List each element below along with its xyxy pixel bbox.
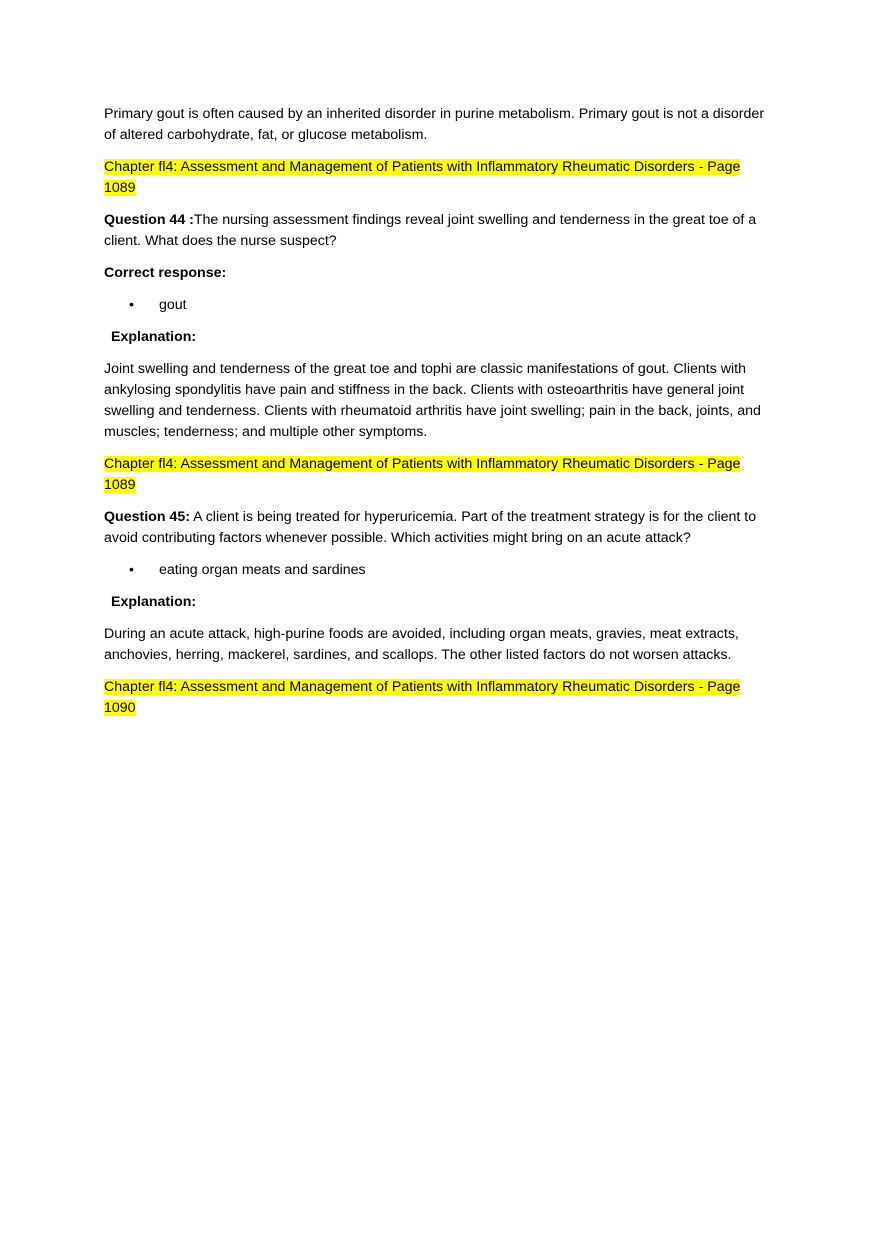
question-45-explanation: During an acute attack, high-purine foods are avoided, including organ meats, gravies, meat extracts, anchovies, herring, mackerel, sardines, and scallops. The other listed factors do not worsen attacks.: [104, 626, 739, 663]
chapter-reference-2-text: Chapter fl4: Assessment and Management of Patients with Inflammatory Rheumatic Disorders - Page 1089: [104, 456, 741, 493]
bullet-icon: •: [129, 297, 134, 313]
question-44: [104, 210, 768, 252]
intro-paragraph: Primary gout is often caused by an inherited disorder in purine metabolism. Primary gout is not a disorder of altered carbohydrate, fat, or glucose metabolism.: [104, 106, 765, 143]
correct-response-label: Correct response:: [104, 265, 227, 281]
question-44-explanation-label: Explanation:: [111, 329, 197, 345]
question-45-text: A client is being treated for hyperuricemia. Part of the treatment strategy is for the client to avoid contributing factors whenever possible. Which activities might bring on an acute attack?: [104, 509, 757, 546]
question-45-label: Question 45:: [104, 509, 190, 525]
chapter-reference-3-text: Chapter fl4: Assessment and Management of Patients with Inflammatory Rheumatic Disorders - Page 1090: [104, 679, 741, 716]
chapter-reference-1-text: Chapter fl4: Assessment and Management of Patients with Inflammatory Rheumatic Disorders - Page 1089: [104, 159, 741, 196]
question-45-answer-item: [104, 560, 768, 581]
chapter-reference-1: [104, 157, 768, 199]
chapter-reference-2: [104, 454, 768, 496]
question-44-explanation: Joint swelling and tenderness of the great toe and tophi are classic manifestations of gout. Clients with ankylosing spondylitis have pain and stiffness in the back. Clients with osteoarthritis have general joint swelling and tenderness. Clients with rheumatoid arthritis have joint swelling; pain in the back, joints, and muscles; tenderness; and multiple other symptoms.: [104, 361, 761, 440]
question-45-answer: eating organ meats and sardines: [159, 562, 366, 578]
question-45: [104, 507, 768, 549]
chapter-reference-3: [104, 677, 768, 719]
question-44-label: Question 44 :: [104, 212, 194, 228]
bullet-icon: •: [129, 562, 134, 578]
document-body: [104, 104, 768, 730]
question-44-answer: gout: [159, 297, 187, 313]
question-44-text: The nursing assessment findings reveal joint swelling and tenderness in the great toe of a client. What does the nurse suspect?: [104, 212, 757, 249]
question-44-answer-item: [104, 295, 768, 316]
question-45-explanation-label: Explanation:: [111, 594, 197, 610]
